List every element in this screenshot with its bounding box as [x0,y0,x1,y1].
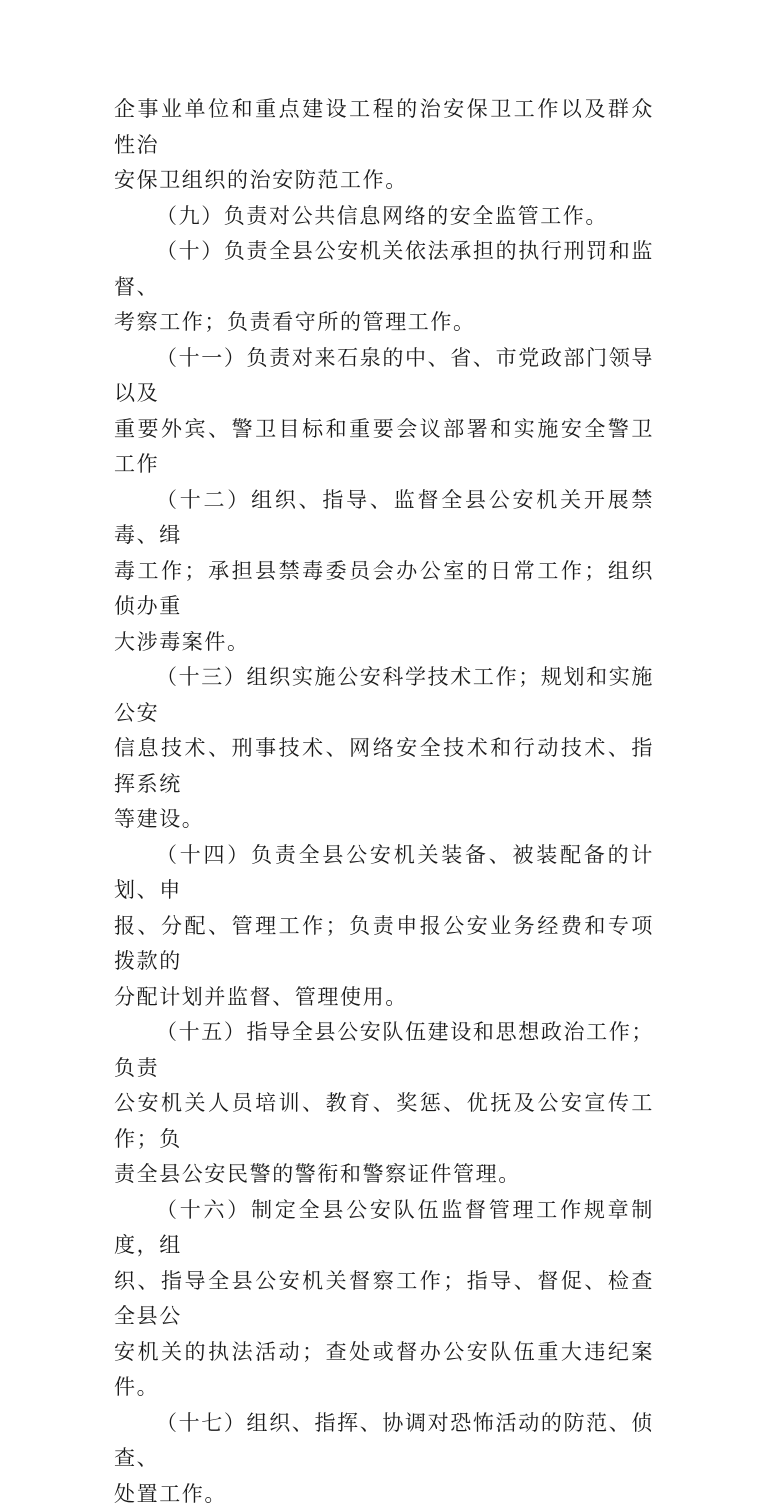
paragraph-item-10: （十）负责全县公安机关依法承担的执行刑罚和监督、 考察工作；负责看守所的管理工作。 [114,234,654,341]
paragraph-item-12: （十二）组织、指导、监督全县公安机关开展禁毒、缉 毒工作；承担县禁毒委员会办公室的日常工作；组织侦办重 大涉毒案件。 [114,483,654,661]
paragraph-item-15: （十五）指导全县公安队伍建设和思想政治工作；负责 公安机关人员培训、教育、奖惩、优抚及公安宣传工作；负 责全县公安民警的警衔和警察证件管理。 [114,1015,654,1193]
paragraph-item-14: （十四）负责全县公安机关装备、被装配备的计划、申 报、分配、管理工作；负责申报公安业务经费和专项拨款的 分配计划并监督、管理使用。 [114,838,654,1016]
paragraph-item-9: （九）负责对公共信息网络的安全监管工作。 [114,199,654,235]
document-body [114,92,654,1512]
paragraph-item-11: （十一）负责对来石泉的中、省、市党政部门领导以及 重要外宾、警卫目标和重要会议部署和实施安全警卫工作 [114,341,654,483]
paragraph-continued: 企事业单位和重点建设工程的治安保卫工作以及群众性治 安保卫组织的治安防范工作。 [114,92,654,199]
paragraph-item-13: （十三）组织实施公安科学技术工作；规划和实施公安 信息技术、刑事技术、网络安全技术和行动技术、指挥系统 等建设。 [114,660,654,838]
paragraph-item-16: （十六）制定全县公安队伍监督管理工作规章制度，组 织、指导全县公安机关督察工作；指导、督促、检查全县公 安机关的执法活动；查处或督办公安队伍重大违纪案件。 [114,1193,654,1406]
paragraph-item-17: （十七）组织、指挥、协调对恐怖活动的防范、侦查、 处置工作。 [114,1406,654,1512]
